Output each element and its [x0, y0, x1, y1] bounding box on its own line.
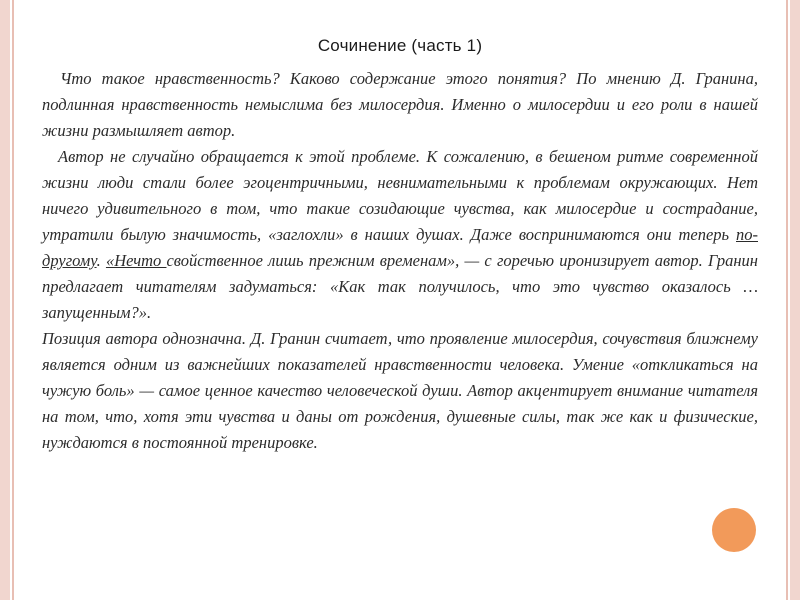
right-border-stripe — [790, 0, 800, 600]
essay-paragraph-3: Позиция автора однозначна. Д. Гранин считает, что проявление милосердия, сочувствия ближнему является одним из важнейших показателей нравственности человека. Умение «откликаться на чужую боль» — самое ценное качество человеческой души. Автор акцентирует внимание читателя на том, что, хотя эти чувства и даны от рождения, душевные силы, так же как и физические, нуждаются в постоянной тренировке. — [42, 329, 758, 452]
essay-paragraph-1: Что такое нравственность? Каково содержание этого понятия? По мнению Д. Гранина, подлинная нравственность немыслима без милосердия. Именно о милосердии и его роли в нашей жизни размышляет автор. — [42, 69, 758, 140]
paragraph-2-text-c: свойственное лишь прежним временам», — с горечью иронизирует автор. Гранин предлагает читателям задуматься: «Как так получилось, что это чувство оказалось … запущенным?». — [42, 251, 758, 322]
essay-body — [42, 66, 758, 456]
page-title: Сочинение (часть 1) — [317, 36, 483, 55]
orange-circle-decoration — [712, 508, 756, 552]
paragraph-2-text-a: Автор не случайно обращается к этой проблеме. К сожалению, в бешеном ритме современной жизни люди стали более эгоцентричными, невнимательными к проблемам окружающих. Нет ничего удивительного в том, что такие созидающие чувства, как милосердие и сострадание, утратили былую значимость, «заглохли» в наших душах. Даже воспринимаются они теперь — [42, 147, 758, 244]
right-border-line — [786, 0, 788, 600]
underlined-phrase-2: «Нечто — [105, 251, 167, 270]
essay-paragraph-2 — [42, 144, 758, 326]
left-border-line — [12, 0, 14, 600]
underlined-phrase-1: по-другому — [42, 225, 758, 270]
paragraph-2-text-b: . — [96, 251, 106, 270]
left-border-stripe — [0, 0, 10, 600]
